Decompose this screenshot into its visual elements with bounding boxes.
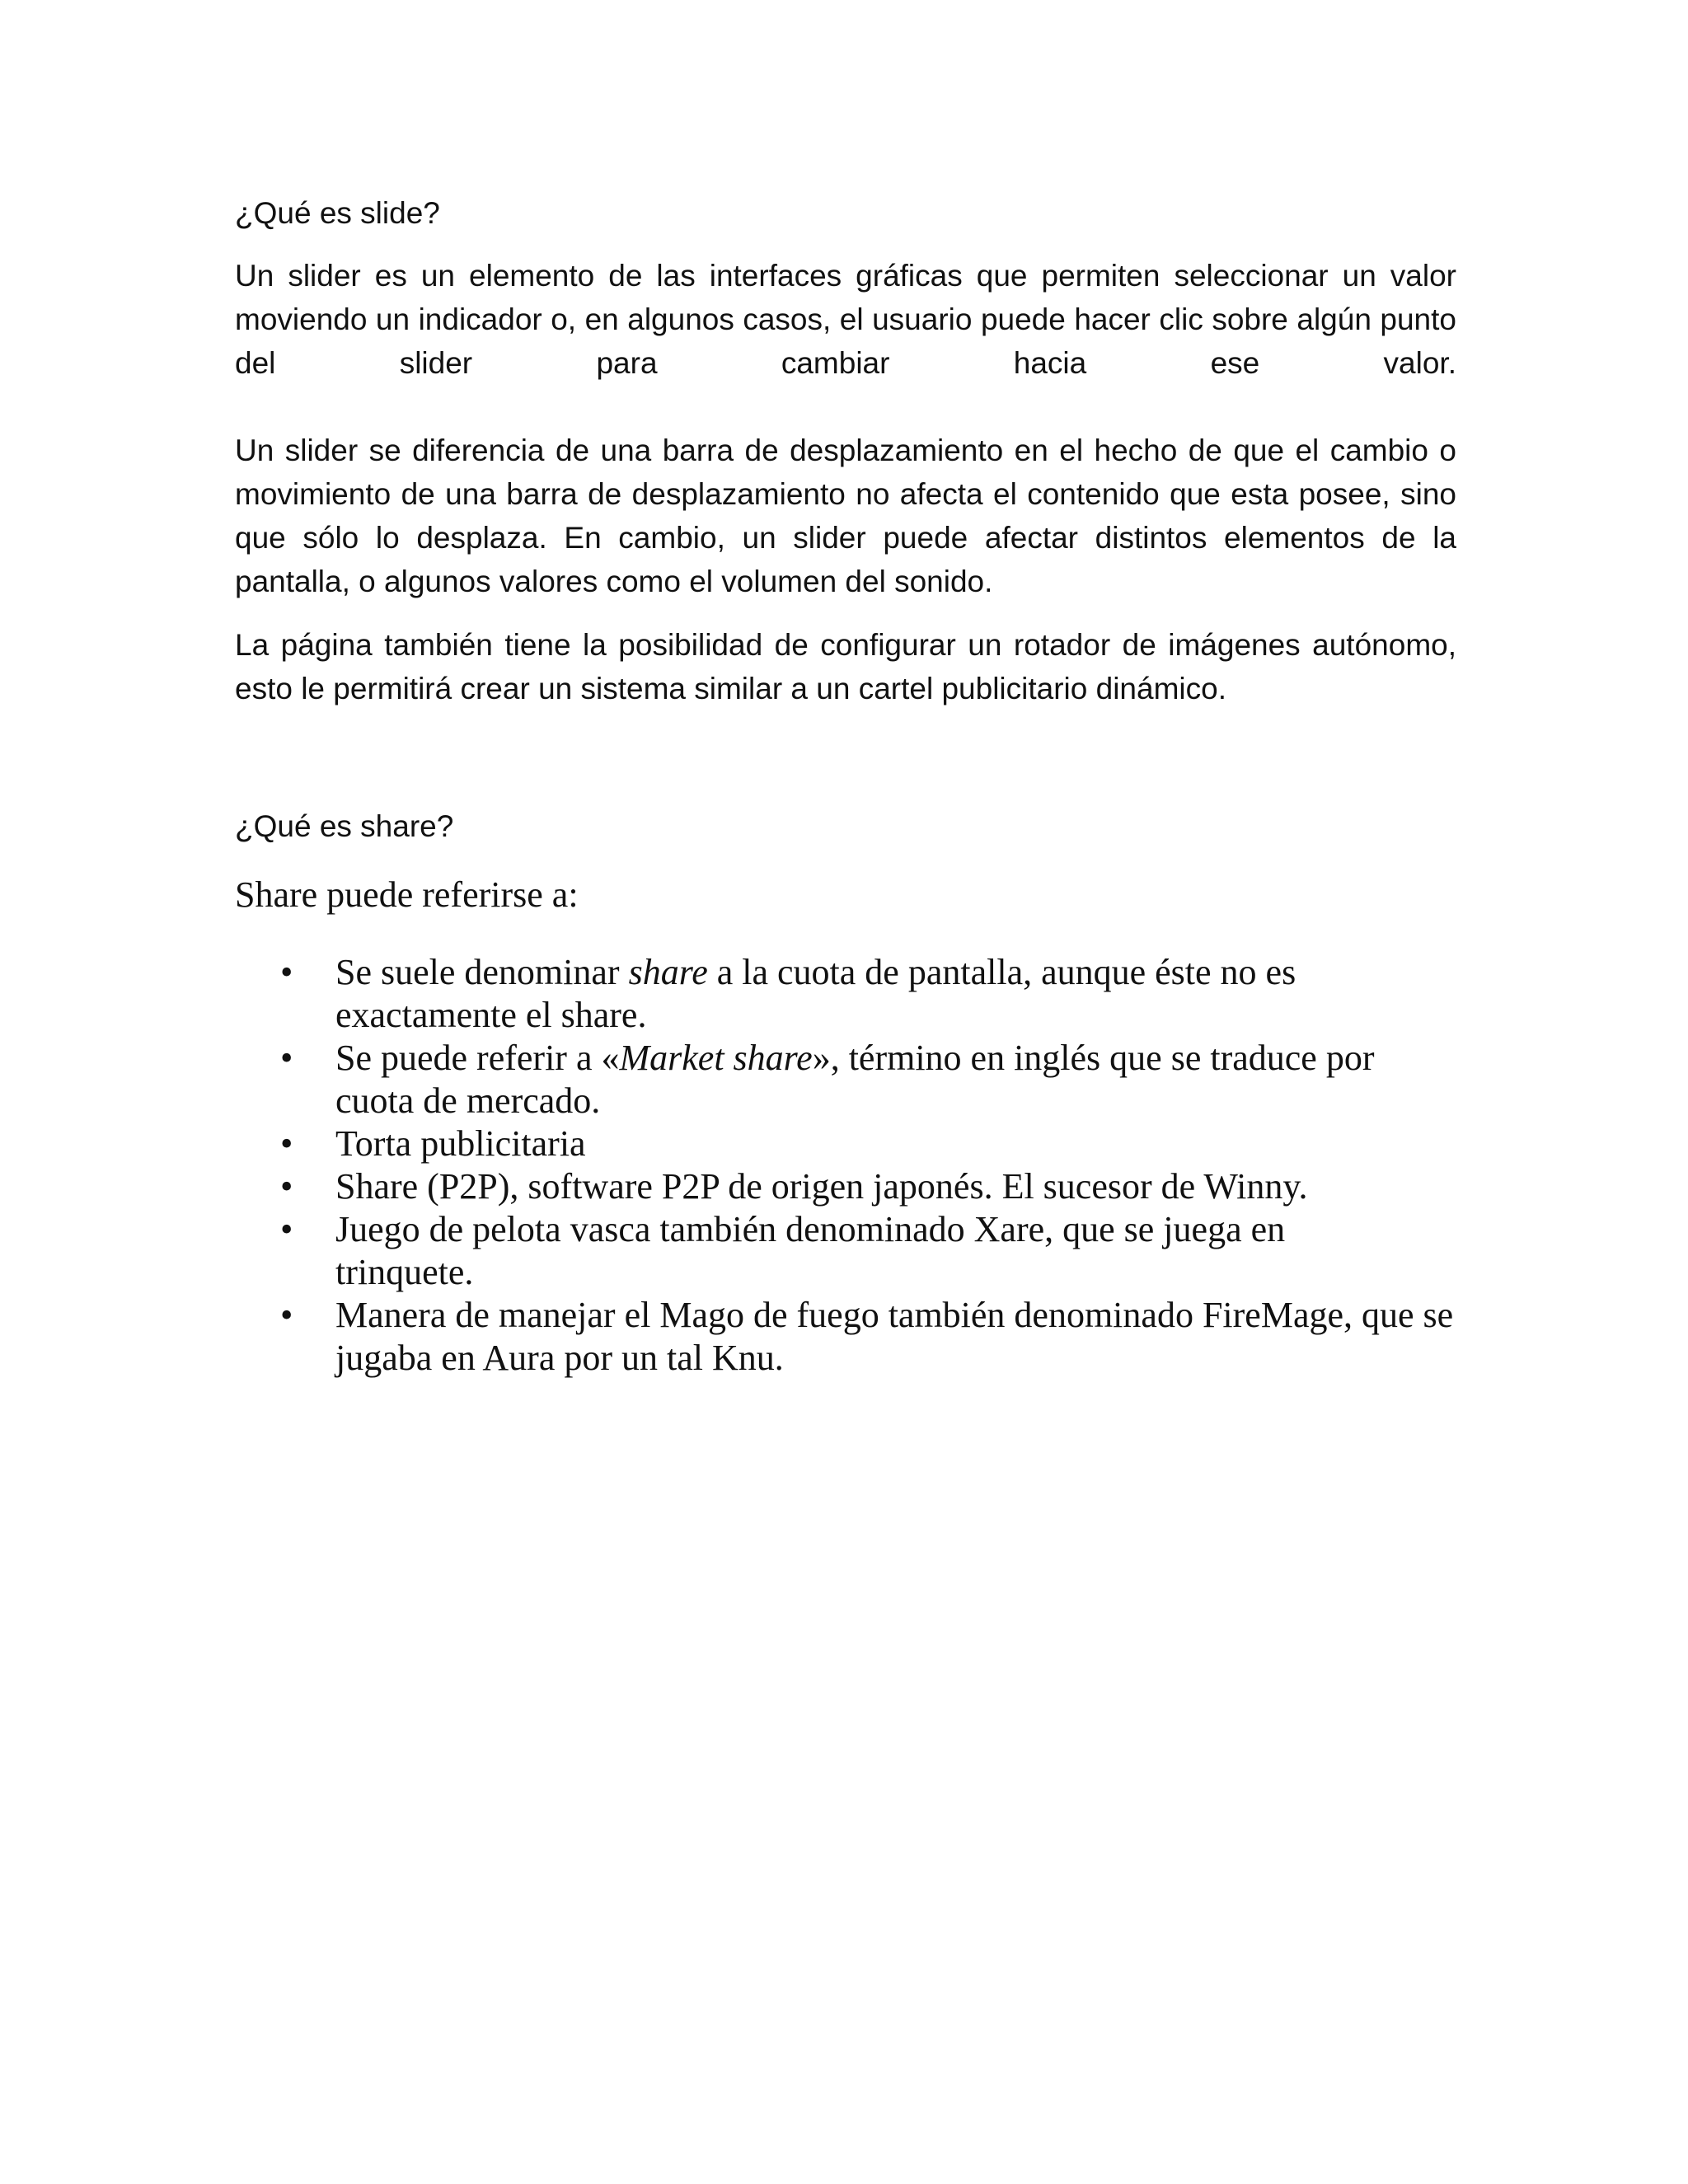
list-item-text: », término en inglés que se traduce por cuota de mercado. (335, 1038, 1375, 1121)
list-item-text: Se puede referir a « (335, 1038, 620, 1078)
paragraph-slider-definition: Un slider es un elemento de las interfaces gráficas que permiten seleccionar un valor moviendo un indicador o, en algunos casos, el usuario puede hacer clic sobre algún punto del slider para cambiar hacia ese valor. (235, 259, 1456, 380)
paragraph-image-rotator: La página también tiene la posibilidad de configurar un rotador de imágenes autónomo, esto le permitirá crear un sistema similar a un cartel publicitario dinámico. (235, 628, 1456, 705)
bullet-icon: • (280, 1209, 293, 1249)
share-intro: Share puede referirse a: (235, 874, 579, 915)
bullet-icon: • (280, 1038, 293, 1078)
paragraph-slider-vs-scrollbar: Un slider se diferencia de una barra de desplazamiento en el hecho de que el cambio o movimiento de una barra de desplazamiento no afecta el contenido que esta posee, sino que sólo lo desplaza. En cambio, un slider puede afectar distintos elementos de la pantalla, o algunos valores como el volumen del sonido. (235, 434, 1456, 598)
bullet-icon: • (280, 1123, 293, 1164)
list-item (235, 1165, 1456, 1208)
list-item (235, 1122, 1456, 1165)
list-item-text: a la cuota de pantalla, aunque éste no es exactamente el share. (335, 952, 1296, 1035)
list-item-text: Juego de pelota vasca también denominado Xare, que se juega en trinquete. (335, 1209, 1286, 1292)
list-item (235, 1208, 1407, 1294)
bullet-icon: • (280, 1295, 293, 1335)
list-item-text: Manera de manejar el Mago de fuego también denominado FireMage, que se jugaba en Aura por un tal Knu. (335, 1295, 1454, 1378)
heading-slide: ¿Qué es slide? (235, 196, 440, 230)
document-content (235, 191, 1456, 1380)
list-item-text: Se suele denominar (335, 952, 629, 992)
bullet-icon: • (280, 1166, 293, 1207)
bullet-icon: • (280, 952, 293, 992)
list-item-emphasis: share (628, 952, 708, 992)
list-item-text: Torta publicitaria (335, 1123, 586, 1164)
list-item-text: Share (P2P), software P2P de origen japonés. El sucesor de Winny. (335, 1166, 1308, 1207)
list-item (235, 951, 1407, 1037)
list-item (235, 1037, 1440, 1122)
heading-share: ¿Qué es share? (235, 809, 454, 843)
share-meanings-list (235, 951, 1456, 1380)
list-item (235, 1294, 1456, 1380)
list-item-emphasis: Market share (619, 1038, 813, 1078)
